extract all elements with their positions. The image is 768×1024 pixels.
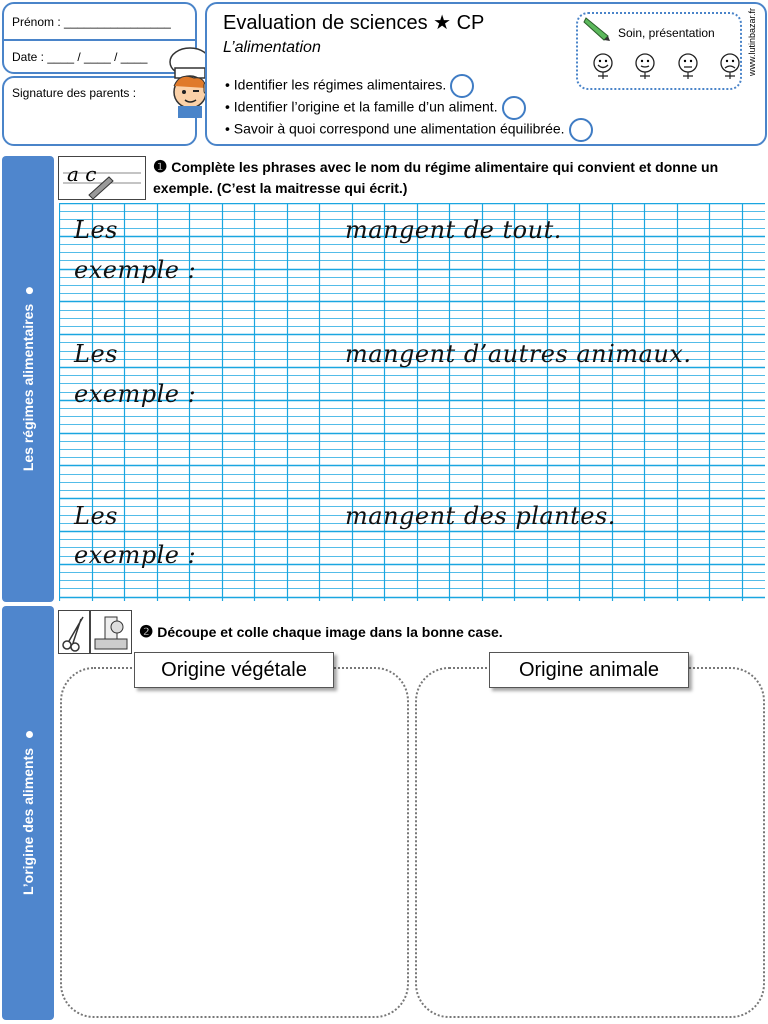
sad-face-icon[interactable]: [717, 52, 743, 80]
origine-animale-label: Origine animale: [489, 652, 689, 688]
page-subtitle: L’alimentation: [223, 39, 321, 56]
soin-label: Soin, présentation: [618, 26, 715, 40]
origine-vegetale-dropzone[interactable]: [60, 667, 409, 1018]
smile-face-icon[interactable]: [632, 52, 658, 80]
exercise1-text: Complète les phrases avec le nom du régime alimentaire qui convient et donne un exemple. (C’est la maitresse qui écrit.): [153, 159, 719, 196]
date-field[interactable]: Date : ____ / ____ / ____: [12, 50, 148, 64]
cursive-writing-icon: [58, 156, 146, 200]
objective-item: • Savoir à quoi correspond une alimentation équilibrée.: [225, 118, 593, 142]
row2-les: Les: [74, 340, 118, 368]
prenom-field[interactable]: Prénom : ________________: [12, 15, 171, 29]
row3-les: Les: [74, 502, 118, 530]
icon-letters: a c: [67, 162, 97, 186]
circle-icon: [569, 118, 593, 142]
row2-exemple: exemple :: [74, 380, 197, 408]
row3-verb: mangent des plantes.: [345, 502, 616, 530]
circle-icon: [502, 96, 526, 120]
exercise1-number: ❶: [153, 159, 168, 176]
sidebar-regimes-label: Les régimes alimentaires: [20, 287, 36, 471]
row2-verb: mangent d’autres animaux.: [345, 340, 692, 368]
row1-les: Les: [74, 216, 118, 244]
happy-face-icon[interactable]: [590, 52, 616, 80]
row1-verb: mangent de tout.: [345, 216, 562, 244]
objective-item: • Identifier l’origine et la famille d’un aliment.: [225, 96, 526, 120]
signature-label: Signature des parents :: [12, 86, 137, 100]
pencil-icon: [582, 16, 612, 47]
row1-exemple: exemple :: [74, 256, 197, 284]
circle-icon: [450, 74, 474, 98]
title-box: [205, 2, 767, 146]
exercise2-number: ❷: [139, 624, 154, 641]
exercise2-text: Découpe et colle chaque image dans la bonne case.: [157, 624, 503, 640]
page-title: Evaluation de sciences ★ CP: [223, 12, 485, 34]
rating-faces: [584, 52, 749, 85]
scissors-icon: [58, 610, 90, 654]
exercise1-instruction: [153, 157, 760, 198]
sidebar-origine: [2, 606, 54, 1020]
row3-exemple: exemple :: [74, 541, 197, 569]
objective-item: • Identifier les régimes alimentaires.: [225, 74, 474, 98]
sidebar-origine-label: L’origine des aliments: [20, 731, 36, 895]
sidebar-regimes: [2, 156, 54, 602]
dot-icon: [26, 287, 33, 294]
dot-icon: [26, 731, 33, 738]
glue-icon: [90, 610, 132, 654]
exercise2-instruction: [139, 622, 503, 642]
neutral-face-icon[interactable]: [675, 52, 701, 80]
origine-vegetale-label: Origine végétale: [134, 652, 334, 688]
origine-animale-dropzone[interactable]: [415, 667, 765, 1018]
soin-presentation-box: [576, 12, 742, 90]
site-url: www.lutinbazar.fr: [747, 7, 757, 76]
divider: [4, 39, 195, 41]
